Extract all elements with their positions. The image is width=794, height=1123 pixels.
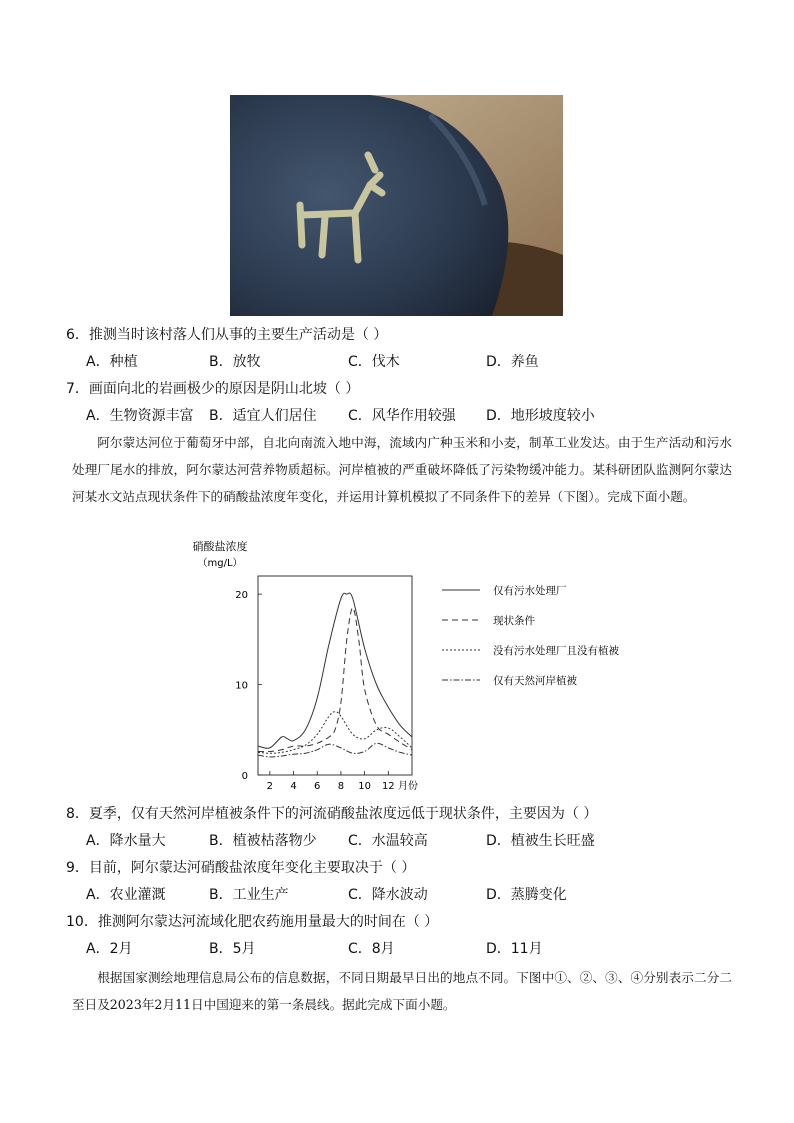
question-8-stem: 8．夏季，仅有天然河岸植被条件下的河流硝酸盐浓度远低于现状条件，主要因为（ ）	[66, 806, 598, 822]
question-10-stem: 10．推测阿尔蒙达河流域化肥农药施用量最大的时间在（ ）	[66, 914, 439, 930]
option-c[interactable]: C．伐木	[348, 354, 400, 370]
option-b[interactable]: B．5月	[209, 941, 256, 957]
x-tick-label: 2	[266, 781, 274, 792]
nitrate-concentration-chart	[180, 538, 660, 796]
y-tick-label: 20	[235, 590, 248, 602]
question-6-stem: 6．推测当时该村落人们从事的主要生产活动是（ ）	[66, 327, 388, 343]
option-c[interactable]: C．风华作用较强	[348, 408, 456, 424]
series-line-1	[258, 593, 412, 748]
option-b[interactable]: B．工业生产	[209, 887, 289, 903]
rock-painting-image	[230, 95, 563, 316]
option-a[interactable]: A．农业灌溉	[86, 887, 166, 903]
option-c[interactable]: C．降水波动	[348, 887, 428, 903]
question-7-stem: 7．画面向北的岩画极少的原因是阴山北坡（ ）	[66, 381, 360, 397]
option-b[interactable]: B．植被枯落物少	[209, 833, 317, 849]
y-tick-label: 10	[235, 680, 248, 692]
x-tick-label: 4	[290, 781, 297, 792]
legend-label-2: 现状条件	[493, 615, 535, 627]
series-line-2	[258, 608, 412, 752]
option-b[interactable]: B．放牧	[209, 354, 261, 370]
y-axis-unit: （mg/L）	[197, 558, 243, 569]
option-b[interactable]: B．适宜人们居住	[209, 408, 317, 424]
x-axis-label: 月份	[398, 781, 418, 792]
y-axis-label: 硝酸盐浓度	[192, 540, 248, 553]
option-a[interactable]: A．2月	[86, 941, 133, 957]
question-9-stem: 9．目前，阿尔蒙达河硝酸盐浓度年变化主要取决于（ ）	[66, 860, 416, 876]
option-d[interactable]: D．植被生长旺盛	[486, 833, 595, 849]
y-tick-label: 0	[241, 771, 248, 782]
option-d[interactable]: D．地形坡度较小	[486, 408, 595, 424]
option-c[interactable]: C．水温较高	[348, 833, 428, 849]
option-c[interactable]: C．8月	[348, 941, 395, 957]
option-d[interactable]: D．蒸腾变化	[486, 887, 567, 903]
legend-label-4: 仅有天然河岸植被	[493, 675, 577, 687]
x-tick-label: 10	[358, 781, 371, 792]
option-d[interactable]: D．养鱼	[486, 354, 539, 370]
option-a[interactable]: A．生物资源丰富	[86, 408, 194, 424]
option-d[interactable]: D．11月	[486, 941, 543, 957]
legend-label-1: 仅有污水处理厂	[493, 585, 567, 597]
option-a[interactable]: A．降水量大	[86, 833, 166, 849]
option-a[interactable]: A．种植	[86, 354, 138, 370]
x-tick-label: 8	[337, 781, 345, 792]
plot-frame	[258, 576, 412, 775]
legend-label-3: 没有污水处理厂且没有植被	[493, 645, 619, 657]
passage-almonda-river: 阿尔蒙达河位于葡萄牙中部，自北向南流入地中海，流域内广种玉米和小麦，制革工业发达。由于生产活动和污水处理厂尾水的排放，阿尔蒙达河营养物质超标。河岸植被的严重破坏降低了污染物缓冲能力。某科研团队监测阿尔蒙达河某水文站点现状条件下的硝酸盐浓度年变化，并运用计算机模拟了不同条件下的差异（下图）。完成下面小题。	[72, 435, 732, 504]
x-tick-label: 6	[314, 781, 321, 792]
x-tick-label: 12	[381, 781, 395, 792]
series-line-3	[258, 712, 412, 754]
rock-painting-photo	[230, 95, 563, 316]
passage-sunrise-terminator: 根据国家测绘地理信息局公布的信息数据，不同日期最早日出的地点不同。下图中①、②、③、④分别表示二分二至日及2023年2月11日中国迎来的第一条晨线。据此完成下面小题。	[72, 970, 732, 1012]
